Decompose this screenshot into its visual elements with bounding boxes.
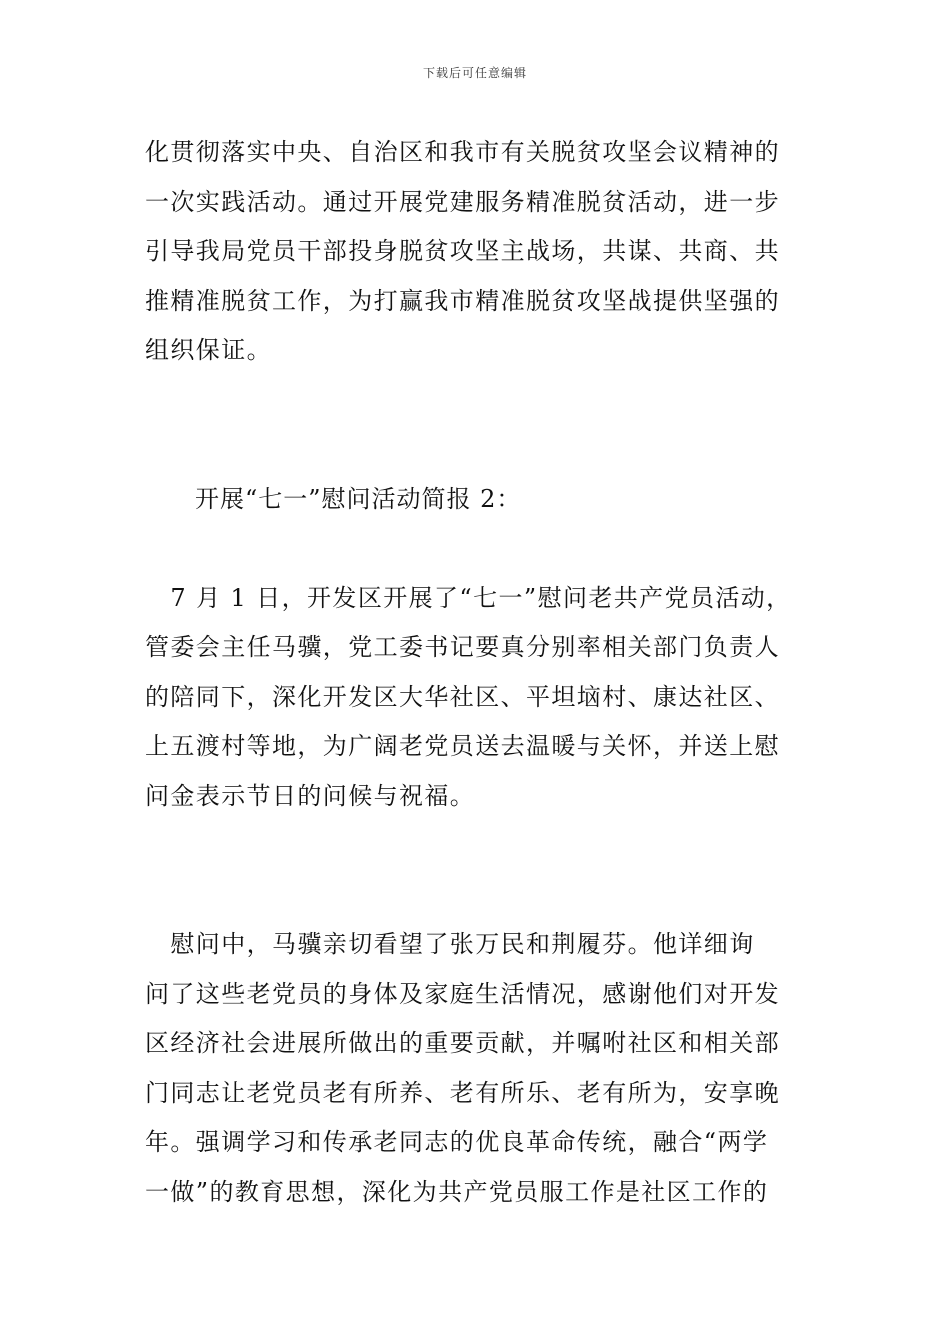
spacer xyxy=(145,821,815,920)
text-line: 门同志让老党员老有所养、老有所乐、老有所为，安享晚 xyxy=(145,1078,780,1107)
text-line: 问了这些老党员的身体及家庭生活情况，感谢他们对开发 xyxy=(145,979,780,1008)
paragraph-1 xyxy=(145,128,815,376)
text-line: 问金表示节日的问候与祝福。 xyxy=(145,781,476,810)
text-line: 管委会主任马骥，党工委书记要真分别率相关部门负责人 xyxy=(145,633,780,661)
text-line: 7 月 1 日，开发区开展了“七一”慰问老共产党员活动， xyxy=(145,583,792,612)
section-heading: 开展“七一”慰问活动简报 2： xyxy=(195,484,522,513)
text-line: 年。强调学习和传承老同志的优良革命传统，融合“两学 xyxy=(145,1128,769,1156)
spacer xyxy=(145,524,815,574)
text-line: 慰问中，马骥亲切看望了张万民和荆履芬。他详细询 xyxy=(145,930,755,958)
text-line: 的陪同下，深化开发区大华社区、平坦垴村、康达社区、 xyxy=(145,682,780,711)
text-line: 化贯彻落实中央、自治区和我市有关脱贫攻坚会议精神的 xyxy=(145,138,780,166)
text-line: 推精准脱贫工作，为打赢我市精准脱贫攻坚战提供坚强的 xyxy=(145,286,780,315)
paragraph-2 xyxy=(145,574,815,822)
document-body xyxy=(145,128,815,1217)
page-header: 下载后可任意编辑 xyxy=(422,66,527,80)
text-line: 组织保证。 xyxy=(145,336,272,364)
text-line: 引导我局党员干部投身脱贫攻坚主战场，共谋、共商、共 xyxy=(145,237,780,265)
text-line: 一次实践活动。通过开展党建服务精准脱贫活动，进一步 xyxy=(145,187,780,216)
spacer xyxy=(145,376,815,475)
text-line: 一做”的教育思想，深化为共产党员服工作是社区工作的 xyxy=(145,1177,769,1206)
text-line: 上五渡村等地，为广阔老党员送去温暖与关怀，并送上慰 xyxy=(145,732,780,760)
text-line: 区经济社会进展所做出的重要贡献，并嘱咐社区和相关部 xyxy=(145,1029,780,1057)
paragraph-3 xyxy=(145,920,815,1217)
